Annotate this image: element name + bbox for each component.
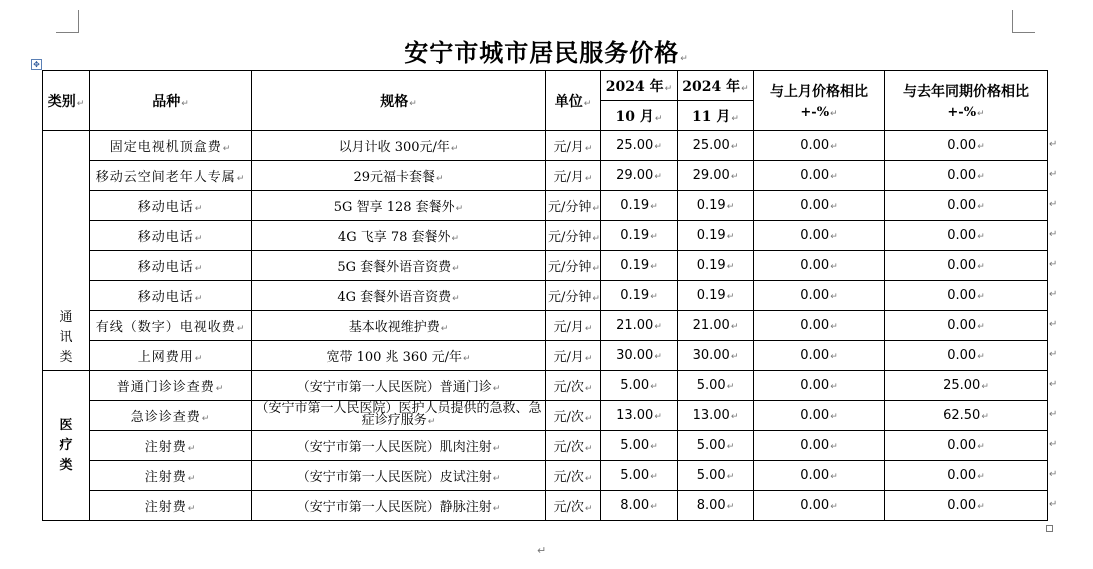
cell-item: 上网费用↵ [90,341,252,371]
paragraph-mark-icon: ↵ [450,144,459,154]
row-end-mark-icon: ↵ [1049,168,1058,180]
paragraph-mark-icon: ↵ [654,142,662,152]
cell-price-nov: 29.00↵ [678,161,754,191]
paragraph-mark-icon: ↵ [830,262,838,272]
paragraph-mark-icon: ↵ [726,232,735,242]
cell-price-oct: 0.19↵ [601,221,678,251]
paragraph-mark-icon: ↵ [726,262,735,272]
cell-item: 移动电话↵ [90,191,252,221]
cell-price-oct: 5.00↵ [601,371,678,401]
cell-change-yoy: 0.00↵ [885,221,1048,251]
paragraph-mark-icon: ↵ [584,144,593,154]
paragraph-mark-icon: ↵ [194,204,204,214]
paragraph-mark-icon: ↵ [584,504,593,514]
paragraph-mark-icon: ↵ [726,442,735,452]
paragraph-mark-icon: ↵ [187,504,197,514]
cell-item: 移动云空间老年人专属↵ [90,161,252,191]
header-period1-month: 10 月↵ [601,101,678,131]
cell-spec: 4G 飞享 78 套餐外↵ [252,221,546,251]
cell-price-nov: 5.00↵ [678,371,754,401]
paragraph-mark-icon: ↵ [977,352,985,362]
paragraph-mark-icon: ↵ [830,202,838,212]
paragraph-mark-icon: ↵ [492,504,501,514]
paragraph-mark-icon: ↵ [194,354,204,364]
cell-change-yoy: 0.00↵ [885,431,1048,461]
cell-item: 移动电话↵ [90,221,252,251]
paragraph-mark-icon: ↵ [830,412,838,422]
cell-change-mom: 0.00↵ [754,371,885,401]
paragraph-mark-icon: ↵ [726,202,735,212]
paragraph-mark-icon: ↵ [726,472,735,482]
price-table [42,70,1048,521]
cell-price-oct: 8.00↵ [601,491,678,521]
cell-unit: 元/次↵ [546,431,601,461]
paragraph-mark-icon: ↵ [730,142,739,152]
header-year-on-year: 与去年同期价格相比 +-%↵ [885,71,1048,131]
paragraph-mark-icon: ↵ [584,354,593,364]
paragraph-mark-icon: ↵ [830,502,838,512]
cell-change-mom: 0.00↵ [754,221,885,251]
paragraph-mark-icon: ↵ [726,502,735,512]
paragraph-mark-icon: ↵ [452,294,460,304]
cell-spec: 5G 智享 128 套餐外↵ [252,191,546,221]
cell-spec: （安宁市第一人民医院）皮试注射↵ [252,461,546,491]
paragraph-mark-icon: ↵ [730,322,739,332]
paragraph-mark-icon: ↵ [584,324,593,334]
cell-item: 急诊诊查费↵ [90,401,252,431]
cell-spec: 4G 套餐外语音资费↵ [252,281,546,311]
cell-change-yoy: 0.00↵ [885,311,1048,341]
cell-unit: 元/分钟↵ [546,221,601,251]
cell-spec: （安宁市第一人民医院）普通门诊↵ [252,371,546,401]
cell-change-yoy: 0.00↵ [885,461,1048,491]
cell-spec: 以月计收 300元/年↵ [252,131,546,161]
cell-price-oct: 21.00↵ [601,311,678,341]
cell-change-mom: 0.00↵ [754,491,885,521]
cell-price-nov: 25.00↵ [678,131,754,161]
cell-change-yoy: 0.00↵ [885,161,1048,191]
cell-change-yoy: 0.00↵ [885,491,1048,521]
table-row [43,491,1048,521]
cell-price-oct: 0.19↵ [601,251,678,281]
paragraph-mark-icon: ↵ [977,502,985,512]
cell-price-oct: 5.00↵ [601,431,678,461]
cell-change-mom: 0.00↵ [754,251,885,281]
cell-spec: （安宁市第一人民医院）静脉注射↵ [252,491,546,521]
paragraph-mark-icon: ↵ [977,292,985,302]
paragraph-mark-icon: ↵ [436,174,444,184]
table-row [43,431,1048,461]
cell-unit: 元/月↵ [546,311,601,341]
cell-price-nov: 5.00↵ [678,431,754,461]
cell-spec: 基本收视维护费↵ [252,311,546,341]
header-spec: 规格↵ [252,71,546,131]
cell-change-mom: 0.00↵ [754,341,885,371]
cell-unit: 元/次↵ [546,371,601,401]
table-row [43,131,1048,161]
cell-price-oct: 0.19↵ [601,191,678,221]
page-corner-mark-top-left [56,10,79,33]
paragraph-mark-icon: ↵ [427,417,436,427]
cell-change-mom: 0.00↵ [754,461,885,491]
cell-item: 有线（数字）电视收费↵ [90,311,252,341]
cell-price-oct: 5.00↵ [601,461,678,491]
table-row [43,191,1048,221]
row-end-mark-icon: ↵ [1049,468,1058,480]
paragraph-mark-icon: ↵ [830,442,838,452]
paragraph-mark-icon: ↵ [977,232,985,242]
table-header-row [43,71,1048,101]
cell-price-nov: 0.19↵ [678,281,754,311]
paragraph-mark-icon: ↵ [592,294,600,304]
cell-unit: 元/次↵ [546,491,601,521]
paragraph-mark-icon: ↵ [830,232,838,242]
row-end-mark-icon: ↵ [1049,228,1058,240]
paragraph-mark-icon: ↵ [194,294,204,304]
table-row [43,371,1048,401]
cell-spec: 5G 套餐外语音资费↵ [252,251,546,281]
paragraph-mark-icon: ↵ [440,324,449,334]
paragraph-mark-icon: ↵ [584,174,593,184]
cell-spec: 宽带 100 兆 360 元/年↵ [252,341,546,371]
paragraph-mark-icon: ↵ [730,412,739,422]
paragraph-mark-icon: ↵ [584,414,593,424]
table-row [43,341,1048,371]
table-row [43,161,1048,191]
cell-change-yoy: 0.00↵ [885,131,1048,161]
paragraph-mark-icon: ↵ [650,472,658,482]
paragraph-mark-icon: ↵ [654,172,662,182]
cell-price-nov: 0.19↵ [678,251,754,281]
cell-unit: 元/次↵ [546,461,601,491]
cell-spec: （安宁市第一人民医院）肌肉注射↵ [252,431,546,461]
row-end-mark-icon: ↵ [1049,498,1058,510]
cell-change-yoy: 62.50↵ [885,401,1048,431]
cell-change-yoy: 0.00↵ [885,191,1048,221]
category-communication: 通 讯 类 [43,131,90,371]
paragraph-mark-icon: ↵ [977,262,985,272]
cell-item: 固定电视机顶盒费↵ [90,131,252,161]
paragraph-mark-icon: ↵ [830,142,838,152]
cell-change-mom: 0.00↵ [754,191,885,221]
cell-unit: 元/分钟↵ [546,251,601,281]
cell-change-yoy: 25.00↵ [885,371,1048,401]
paragraph-mark-icon: ↵ [650,502,658,512]
paragraph-mark-icon: ↵ [236,324,246,334]
cell-item: 注射费↵ [90,491,252,521]
paragraph-mark-icon: ↵ [584,444,593,454]
paragraph-mark-icon: ↵ [592,204,600,214]
paragraph-mark-icon: ↵ [455,204,464,214]
cell-unit: 元/月↵ [546,161,601,191]
paragraph-mark-icon: ↵ [830,382,838,392]
row-end-mark-icon: ↵ [1049,318,1058,330]
page-corner-mark-top-right [1012,10,1035,33]
paragraph-mark-icon: ↵ [492,444,501,454]
paragraph-mark-icon: ↵ [592,264,600,274]
paragraph-mark-icon: ↵ [977,472,985,482]
cell-change-yoy: 0.00↵ [885,341,1048,371]
paragraph-mark-icon: ↵ [830,322,838,332]
row-end-mark-icon: ↵ [1049,138,1058,150]
paragraph-mark-icon: ↵ [981,382,989,392]
paragraph-mark-icon: ↵ [650,442,658,452]
cell-spec: （安宁市第一人民医院）医护人员提供的急救、急症诊疗服务↵ [252,401,546,431]
table-move-handle-icon[interactable]: ✥ [31,59,42,70]
header-period2-year: 2024 年↵ [678,71,754,101]
cell-change-mom: 0.00↵ [754,281,885,311]
paragraph-mark-icon: ↵ [650,232,658,242]
paragraph-mark-icon: ↵ [463,354,471,364]
cell-item: 注射费↵ [90,431,252,461]
cell-unit: 元/月↵ [546,131,601,161]
table-row [43,461,1048,491]
paragraph-mark-icon: ↵ [194,234,204,244]
cell-item: 移动电话↵ [90,281,252,311]
paragraph-mark-icon: ↵ [451,234,460,244]
header-item: 品种↵ [90,71,252,131]
cell-change-mom: 0.00↵ [754,431,885,461]
cell-unit: 元/分钟↵ [546,281,601,311]
table-resize-handle-icon[interactable] [1046,525,1053,532]
paragraph-mark-icon: ↵ [981,412,989,422]
cell-price-oct: 25.00↵ [601,131,678,161]
paragraph-mark-icon: ↵ [194,264,204,274]
cell-spec: 29元福卡套餐↵ [252,161,546,191]
cell-change-mom: 0.00↵ [754,131,885,161]
paragraph-mark-icon: ↵ [222,144,232,154]
cell-item: 注射费↵ [90,461,252,491]
table-row [43,401,1048,431]
cell-unit: 元/月↵ [546,341,601,371]
paragraph-mark-icon: ↵ [726,382,735,392]
paragraph-mark-icon: ↵ [977,172,985,182]
row-end-mark-icon: ↵ [1049,378,1058,390]
paragraph-mark-icon: ↵ [650,292,658,302]
table-row [43,281,1048,311]
paragraph-mark-icon: ↵ [650,262,658,272]
cell-price-nov: 21.00↵ [678,311,754,341]
paragraph-mark-icon: ↵ [236,174,246,184]
table-row [43,311,1048,341]
cell-unit: 元/次↵ [546,401,601,431]
paragraph-mark-icon: ↵ [726,292,735,302]
row-end-mark-icon: ↵ [1049,288,1058,300]
table-row [43,221,1048,251]
paragraph-mark-icon: ↵ [680,54,689,64]
header-period1-year: 2024 年↵ [601,71,678,101]
paragraph-mark-icon: ↵ [187,474,197,484]
paragraph-mark-icon: ↵ [537,544,547,557]
paragraph-mark-icon: ↵ [584,474,593,484]
cell-change-yoy: 0.00↵ [885,251,1048,281]
paragraph-mark-icon: ↵ [730,352,739,362]
header-unit: 单位↵ [546,71,601,131]
cell-change-mom: 0.00↵ [754,401,885,431]
cell-price-nov: 0.19↵ [678,221,754,251]
table-row [43,251,1048,281]
paragraph-mark-icon: ↵ [830,172,838,182]
header-month-on-month: 与上月价格相比 +-%↵ [754,71,885,131]
cell-price-nov: 8.00↵ [678,491,754,521]
paragraph-mark-icon: ↵ [730,172,739,182]
paragraph-mark-icon: ↵ [977,202,985,212]
paragraph-mark-icon: ↵ [654,352,662,362]
cell-price-nov: 30.00↵ [678,341,754,371]
cell-change-mom: 0.00↵ [754,161,885,191]
row-end-mark-icon: ↵ [1049,438,1058,450]
paragraph-mark-icon: ↵ [977,322,985,332]
paragraph-mark-icon: ↵ [830,292,838,302]
paragraph-mark-icon: ↵ [201,414,211,424]
paragraph-mark-icon: ↵ [492,384,501,394]
row-end-mark-icon: ↵ [1049,258,1058,270]
row-end-mark-icon: ↵ [1049,408,1058,420]
paragraph-mark-icon: ↵ [830,352,838,362]
cell-change-mom: 0.00↵ [754,311,885,341]
cell-price-nov: 5.00↵ [678,461,754,491]
header-period2-month: 11 月↵ [678,101,754,131]
paragraph-mark-icon: ↵ [977,142,985,152]
cell-unit: 元/分钟↵ [546,191,601,221]
paragraph-mark-icon: ↵ [654,412,662,422]
row-end-mark-icon: ↵ [1049,348,1058,360]
cell-price-oct: 29.00↵ [601,161,678,191]
paragraph-mark-icon: ↵ [592,234,600,244]
cell-price-nov: 0.19↵ [678,191,754,221]
paragraph-mark-icon: ↵ [650,382,658,392]
paragraph-mark-icon: ↵ [187,444,197,454]
cell-item: 普通门诊诊查费↵ [90,371,252,401]
paragraph-mark-icon: ↵ [650,202,658,212]
paragraph-mark-icon: ↵ [452,264,460,274]
paragraph-mark-icon: ↵ [977,442,985,452]
header-category: 类别↵ [43,71,90,131]
category-medical: 医 疗 类 [43,371,90,521]
cell-price-nov: 13.00↵ [678,401,754,431]
row-end-mark-icon: ↵ [1049,198,1058,210]
cell-price-oct: 0.19↵ [601,281,678,311]
paragraph-mark-icon: ↵ [492,474,501,484]
paragraph-mark-icon: ↵ [654,322,662,332]
document-title: 安宁市城市居民服务价格↵ [404,38,689,67]
paragraph-mark-icon: ↵ [584,384,593,394]
cell-item: 移动电话↵ [90,251,252,281]
paragraph-mark-icon: ↵ [830,472,838,482]
cell-change-yoy: 0.00↵ [885,281,1048,311]
cell-price-oct: 30.00↵ [601,341,678,371]
cell-price-oct: 13.00↵ [601,401,678,431]
paragraph-mark-icon: ↵ [215,384,225,394]
